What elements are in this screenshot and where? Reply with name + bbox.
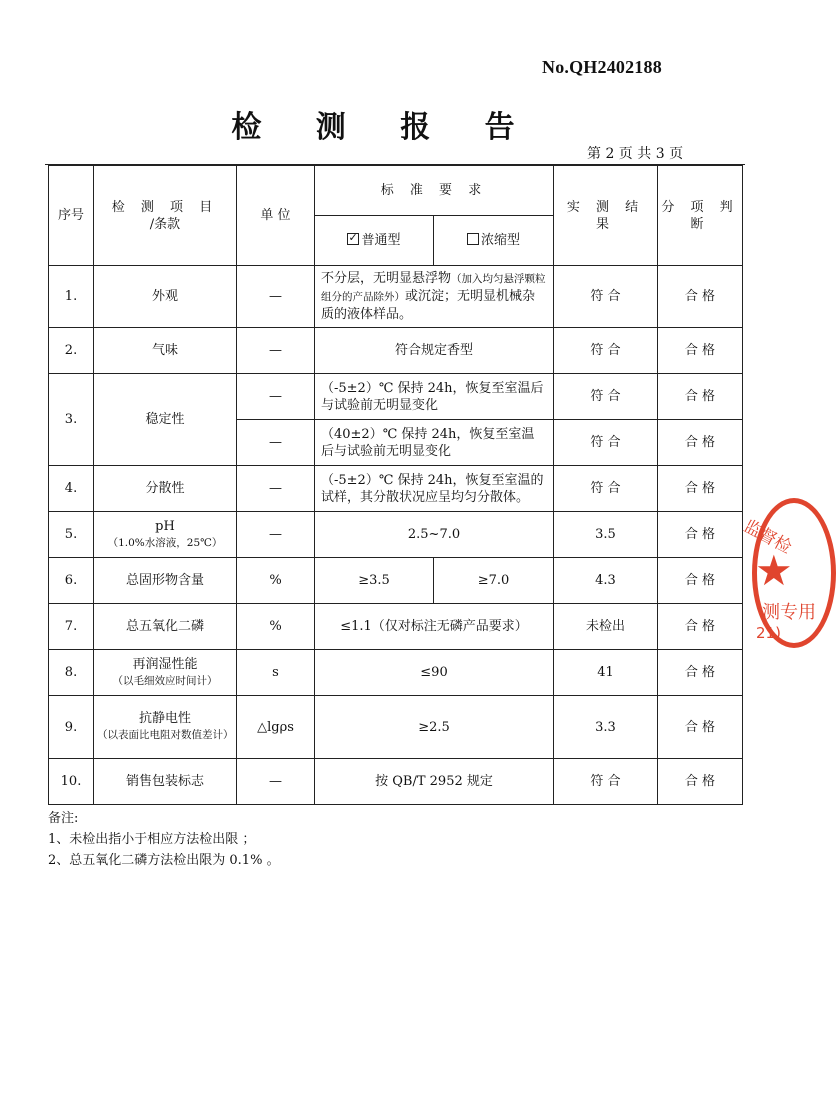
row-judgment: 合 格 (658, 466, 743, 512)
row-seq: 4. (49, 466, 94, 512)
header-item (94, 166, 237, 266)
row-unit: — (237, 759, 315, 805)
row-requirement: 2.5~7.0 (315, 512, 554, 558)
header-unit: 单 位 (237, 166, 315, 266)
header-seq: 序号 (49, 166, 94, 266)
unchecked-checkbox-icon (467, 233, 479, 245)
header-result: 实 测 结 果 (554, 166, 658, 266)
row-item: 销售包装标志 (94, 759, 237, 805)
row-result: 4.3 (554, 558, 658, 604)
row-judgment: 合 格 (658, 604, 743, 650)
row-seq: 1. (49, 266, 94, 328)
row-seq: 5. (49, 512, 94, 558)
table-row (49, 512, 743, 558)
row-requirement: （-5±2）℃ 保持 24h，恢复至室温的试样，其分散状况应呈均匀分散体。 (315, 466, 554, 512)
row-seq: 6. (49, 558, 94, 604)
row-judgment: 合 格 (658, 328, 743, 374)
row-judgment: 合 格 (658, 266, 743, 328)
header-item-line2: /条款 (149, 216, 181, 232)
table-row (49, 466, 743, 512)
row-item: 再润湿性能 （以毛细效应时间计） (94, 650, 237, 696)
note-item: 1、未检出指小于相应方法检出限 ； (48, 832, 256, 847)
table-row (49, 650, 743, 696)
row-item: 抗静电性 （以表面比电阻对数值差计） (94, 696, 237, 759)
report-title: 检 测 报 告 (231, 110, 537, 145)
row-unit: % (237, 604, 315, 650)
header-judgment: 分 项 判 断 (658, 166, 743, 266)
row-unit: — (237, 466, 315, 512)
row-requirement: （40±2）℃ 保持 24h，恢复至室温后与试验前无明显变化 (315, 420, 554, 466)
row-result: 符 合 (554, 266, 658, 328)
note-item: 2、总五氧化二磷方法检出限为 0.1% 。 (48, 853, 280, 868)
row-result: 41 (554, 650, 658, 696)
table-row (49, 374, 743, 420)
row-judgment: 合 格 (658, 374, 743, 420)
row-seq: 9. (49, 696, 94, 759)
row-item: pH （1.0%水溶液，25℃） (94, 512, 237, 558)
checked-checkbox-icon (347, 233, 359, 245)
row-unit: s (237, 650, 315, 696)
table-row (49, 558, 743, 604)
header-type-concentrated: 浓缩型 (434, 216, 554, 266)
notes-title: 备注: (48, 811, 79, 826)
row-requirement: ≥2.5 (315, 696, 554, 759)
row-result: 未检出 (554, 604, 658, 650)
table-row (49, 266, 743, 328)
row-seq: 8. (49, 650, 94, 696)
notes (48, 808, 280, 871)
seal-star-icon: ★ (755, 546, 793, 595)
row-seq: 3. (49, 374, 94, 466)
row-requirement: 符合规定香型 (315, 328, 554, 374)
row-requirement-concentrated: ≥7.0 (434, 558, 554, 604)
row-result: 3.3 (554, 696, 658, 759)
row-unit: % (237, 558, 315, 604)
row-unit: — (237, 512, 315, 558)
row-seq: 7. (49, 604, 94, 650)
seal-text-bottom: 21) (756, 624, 781, 642)
row-result: 符 合 (554, 759, 658, 805)
row-result: 符 合 (554, 420, 658, 466)
row-unit: — (237, 328, 315, 374)
row-requirement: 不分层，无明显悬浮物（加入均匀悬浮颗粒组分的产品除外）或沉淀；无明显机械杂质的液体样品。 (315, 266, 554, 328)
row-result: 3.5 (554, 512, 658, 558)
test-results-table (48, 165, 743, 805)
row-item: 总固形物含量 (94, 558, 237, 604)
header-item-line1: 检 测 项 目 (111, 199, 219, 215)
table-row (49, 604, 743, 650)
row-requirement: ≤90 (315, 650, 554, 696)
seal-text-top: 监督检 (740, 516, 795, 559)
row-unit: — (237, 420, 315, 466)
row-requirement: 按 QB/T 2952 规定 (315, 759, 554, 805)
row-judgment: 合 格 (658, 420, 743, 466)
header-standard: 标 准 要 求 (315, 166, 554, 216)
report-number: No.QH2402188 (542, 57, 662, 77)
header-type-regular: ✓普通型 (315, 216, 434, 266)
table-row (49, 696, 743, 759)
row-item: 总五氧化二磷 (94, 604, 237, 650)
row-judgment: 合 格 (658, 650, 743, 696)
row-judgment: 合 格 (658, 696, 743, 759)
row-item: 分散性 (94, 466, 237, 512)
row-requirement: （-5±2）℃ 保持 24h，恢复至室温后与试验前无明显变化 (315, 374, 554, 420)
header-row (49, 166, 743, 216)
row-unit: — (237, 266, 315, 328)
row-requirement-regular: ≥3.5 (315, 558, 434, 604)
table-row (49, 328, 743, 374)
row-result: 符 合 (554, 374, 658, 420)
row-result: 符 合 (554, 466, 658, 512)
row-item: 外观 (94, 266, 237, 328)
row-unit: — (237, 374, 315, 420)
row-judgment: 合 格 (658, 759, 743, 805)
row-unit: △lgρs (237, 696, 315, 759)
row-requirement: ≤1.1（仅对标注无磷产品要求） (315, 604, 554, 650)
row-seq: 2. (49, 328, 94, 374)
row-seq: 10. (49, 759, 94, 805)
row-judgment: 合 格 (658, 558, 743, 604)
table-row (49, 759, 743, 805)
row-result: 符 合 (554, 328, 658, 374)
seal-text-mid: 测专用 (762, 602, 816, 623)
row-item: 稳定性 (94, 374, 237, 466)
row-judgment: 合 格 (658, 512, 743, 558)
row-item: 气味 (94, 328, 237, 374)
page-info: 第 2 页 共 3 页 (587, 146, 684, 162)
